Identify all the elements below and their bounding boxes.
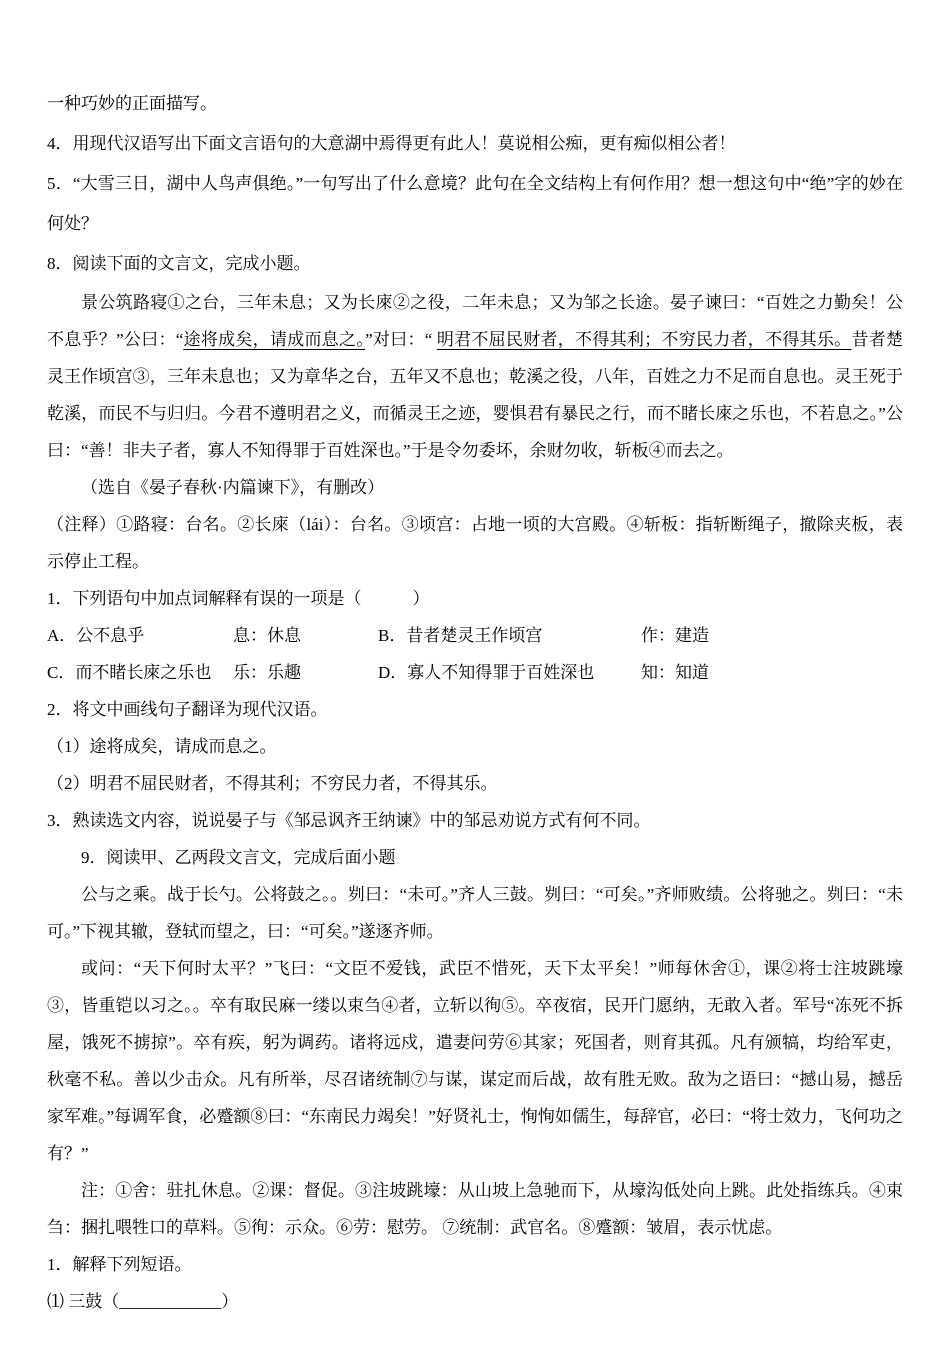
passage-1-segment-1: 景公筑路寝①之台，三年未息；又为长庲②之役，二年未息；又为邹之长途。晏子谏曰：“百姓之力勤矣！公不息乎？”公曰：“ <box>47 293 903 349</box>
option-d-label: D．寡人不知得罪于百姓深也 <box>378 663 595 682</box>
passage-1-source: （选自《晏子春秋·内篇谏下》，有删改） <box>81 478 385 497</box>
q8-subquestion-1: 1．下列语句中加点词解释有误的一项是（ ） <box>47 589 430 608</box>
passage-1-segment-3: 昔者楚灵王作顷宫③，三年未息也；又为章华之台，五年又不息也；乾溪之役，八年，百姓之力不足而自息也。灵王死于乾溪，而民不与归归。今君不遵明君之义，而循灵王之迹，婴惧君有暴民之行，而不睹长庲之乐也，不若息之。”公曰：“善！非夫子者，寡人不知得罪于百姓深也。”于是令勿委坏，余财勿收，斩板④而去之。 <box>47 330 904 460</box>
option-a-label: A．公不息乎 <box>47 626 145 645</box>
option-d-gloss: 知：知道 <box>641 663 709 682</box>
q9-subquestion-1-item-1: ⑴ 三鼓（____________） <box>47 1292 239 1311</box>
option-c-label: C．而不睹长庲之乐也 <box>47 663 212 682</box>
q8-subquestion-2-item-1: （1）途将成矣，请成而息之。 <box>47 737 277 756</box>
passage-yi: 或问：“天下何时太平？”飞曰：“文臣不爱钱，武臣不惜死，天下太平矣！”师每休舍①，课②将士注坡跳壕③，皆重铠以习之。。卒有取民麻一缕以束刍④者，立斩以徇⑤。卒夜宿，民开门愿纳，无敢入者。军号“冻死不拆屋，饿死不掳掠”。卒有疾，躬为调药。诸将远戍，遣妻问劳⑥其家；死国者，则育其孤。凡有颁犒，均给军吏，秋毫不私。善以少击众。凡有所举，尽召诸统制⑦与谋，谋定而后战，故有胜无败。敌为之语曰：“撼山易，撼岳家军难。”每调军食，必蹙额⑧曰：“东南民力竭矣！”好贤礼士，恂恂如儒生，每辞官，必曰：“将士效力，飞何功之有？” <box>47 959 903 1163</box>
passage-yi-notes: 注：①舍：驻扎休息。②课：督促。③注坡跳壕：从山坡上急驰而下，从壕沟低处向上跳。此处指练兵。④束刍：捆扎喂牲口的草料。⑤徇：示众。⑥劳：慰劳。 ⑦统制：武官名。⑧蹙额：皱眉，表示忧虑。 <box>47 1181 903 1237</box>
option-a-gloss: 息：休息 <box>233 626 301 645</box>
option-b-gloss: 作：建造 <box>641 626 709 645</box>
passage-1-underlined-sentence-1: 途将成矣，请成而息之。 <box>183 330 366 349</box>
passage-1-segment-2: ”对曰：“ <box>365 330 437 349</box>
q8-subquestion-2-item-2: （2）明君不屈民财者，不得其利；不穷民力者，不得其乐。 <box>47 774 498 793</box>
q9-subquestion-1: 1．解释下列短语。 <box>47 1255 192 1274</box>
q8-subquestion-3: 3．熟读选文内容，说说晏子与《邹忌讽齐王纳谏》中的邹忌劝说方式有何不同。 <box>47 811 651 830</box>
passage-1-underlined-sentence-2: 明君不屈民财者，不得其利；不穷民力者，不得其乐。 <box>436 330 852 349</box>
q8-subquestion-2: 2．将文中画线句子翻译为现代汉语。 <box>47 700 328 719</box>
question-8-intro: 8．阅读下面的文言文，完成小题。 <box>47 254 311 273</box>
q8-subquestion-1-options <box>47 617 903 691</box>
option-b-label: B．昔者楚灵王作顷宫 <box>378 626 543 645</box>
passage-jia: 公与之乘。战于长勺。公将鼓之。。刿曰：“未可。”齐人三鼓。刿曰：“可矣。”齐师败绩。公将驰之。刿曰：“未可。”下视其辙，登轼而望之，曰：“可矣。”遂逐齐师。 <box>47 885 903 941</box>
option-c-gloss: 乐：乐趣 <box>233 663 301 682</box>
passage-1 <box>47 284 903 469</box>
carryover-answer-line: 一种巧妙的正面描写。 <box>47 94 217 113</box>
question-4: 4．用现代汉语写出下面文言语句的大意湖中焉得更有此人！莫说相公痴，更有痴似相公者！ <box>47 134 736 153</box>
question-9-intro: 9．阅读甲、乙两段文言文，完成后面小题 <box>81 848 396 867</box>
passage-1-notes: （注释）①路寝：台名。②长庲（lái）：台名。③顷宫：占地一顷的大宫殿。④斩板：指斩断绳子，撤除夹板，表示停止工程。 <box>47 515 903 571</box>
question-5: 5．“大雪三日，湖中人鸟声俱绝。”一句写出了什么意境？此句在全文结构上有何作用？想一想这句中“绝”字的妙在何处？ <box>47 174 903 233</box>
